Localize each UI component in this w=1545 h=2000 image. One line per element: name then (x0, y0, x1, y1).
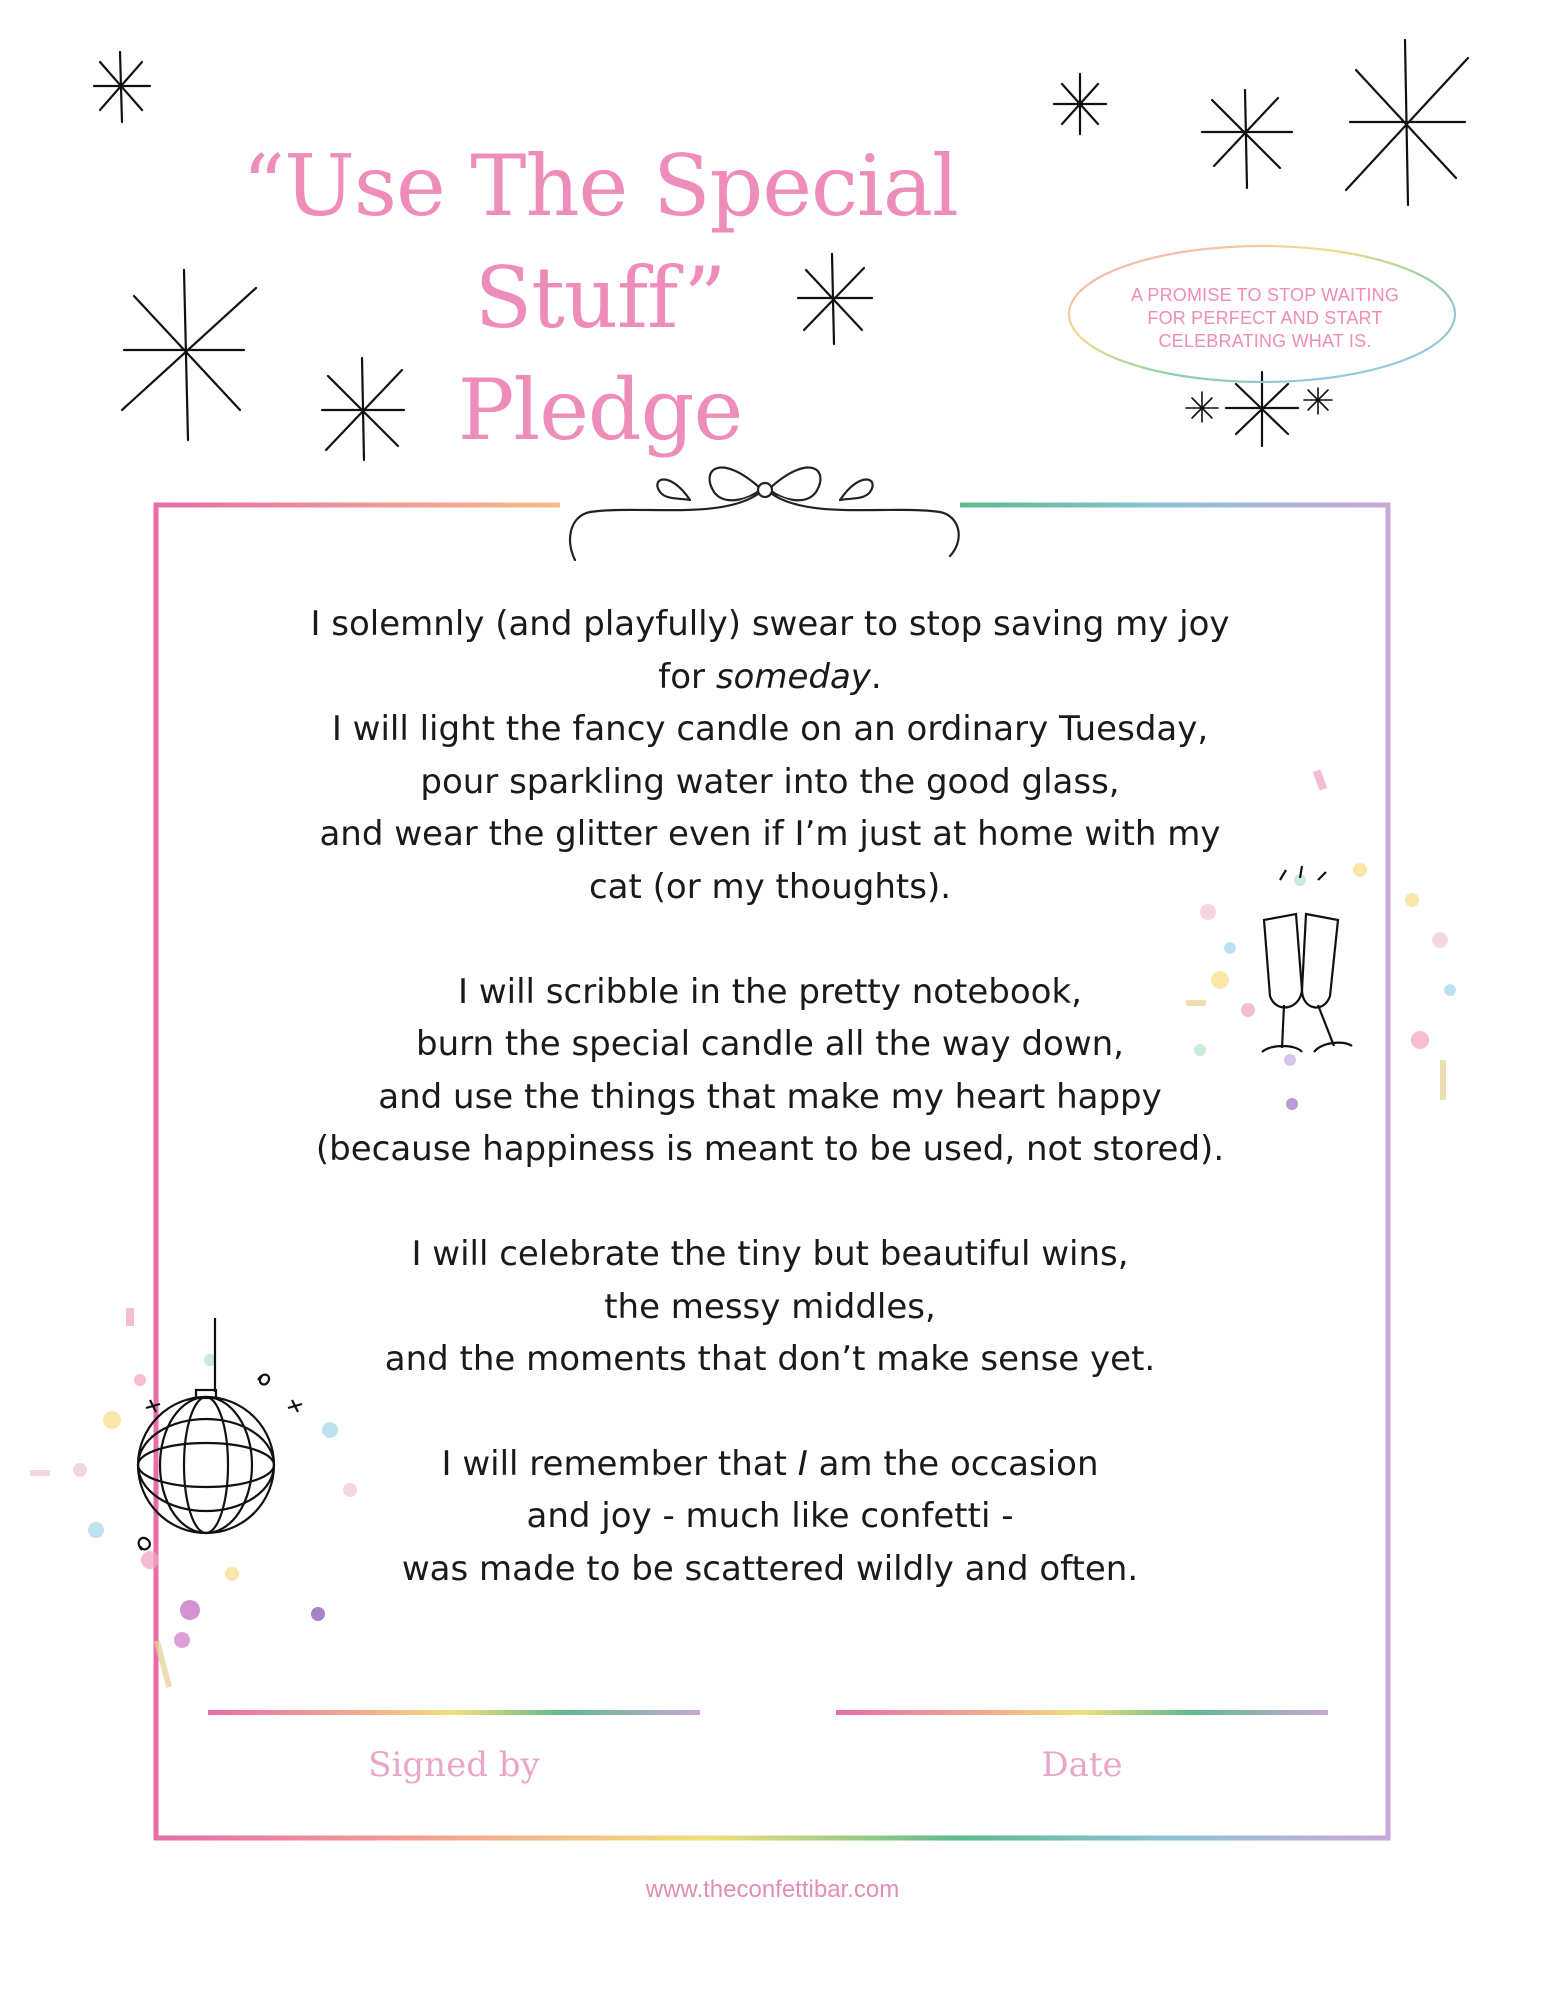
pledge-line: the messy middles, (604, 1286, 936, 1327)
pledge-line-fragment: am the occasion (807, 1443, 1099, 1484)
ribbon-bow-icon (560, 468, 960, 560)
pledge-line-fragment: for (658, 656, 716, 697)
pledge-line: and joy - much like confetti - (526, 1496, 1014, 1537)
title-line-1: “Use The Special Stuff” (242, 137, 958, 347)
pledge-emphasis: someday (715, 656, 871, 697)
date-line (836, 1710, 1328, 1715)
pledge-line (190, 651, 1350, 704)
pledge-line: I will scribble in the pretty notebook, (458, 971, 1082, 1012)
pledge-line: I will light the fancy candle on an ordinary Tuesday, (331, 709, 1209, 750)
pledge-line: and wear the glitter even if I’m just at home with my (319, 814, 1221, 855)
pledge-line: cat (or my thoughts). (588, 866, 952, 907)
pledge-line: and use the things that make my heart happy (378, 1076, 1162, 1117)
pledge-line: I will celebrate the tiny but beautiful wins, (411, 1233, 1129, 1274)
signed-by-label: Signed by (368, 1745, 540, 1785)
pledge-line: burn the special candle all the way down, (415, 1024, 1124, 1065)
pledge-emphasis: I (797, 1443, 808, 1484)
pledge-line: was made to be scattered wildly and often. (401, 1548, 1139, 1589)
pledge-line: and the moments that don’t make sense yet. (384, 1339, 1156, 1380)
pledge-line: pour sparkling water into the good glass, (420, 761, 1120, 802)
pledge-line-fragment: . (870, 656, 882, 697)
pledge-line (190, 1438, 1350, 1491)
date-label: Date (1041, 1745, 1123, 1785)
signed-by-line (208, 1710, 700, 1715)
badge-line-1: A PROMISE TO STOP WAITING (1130, 285, 1400, 305)
pledge-text (190, 598, 1350, 1596)
pledge-line: (because happiness is meant to be used, not stored). (315, 1129, 1225, 1170)
pledge-line-fragment: I will remember that (441, 1443, 798, 1484)
title-line-2: Pledge (457, 361, 743, 459)
badge-line-3: CELEBRATING WHAT IS. (1158, 331, 1372, 351)
badge-line-2: FOR PERFECT AND START (1147, 308, 1383, 328)
website-link[interactable]: www.theconfettibar.com (645, 1876, 900, 1903)
pledge-line: I solemnly (and playfully) swear to stop saving my joy (310, 604, 1230, 644)
